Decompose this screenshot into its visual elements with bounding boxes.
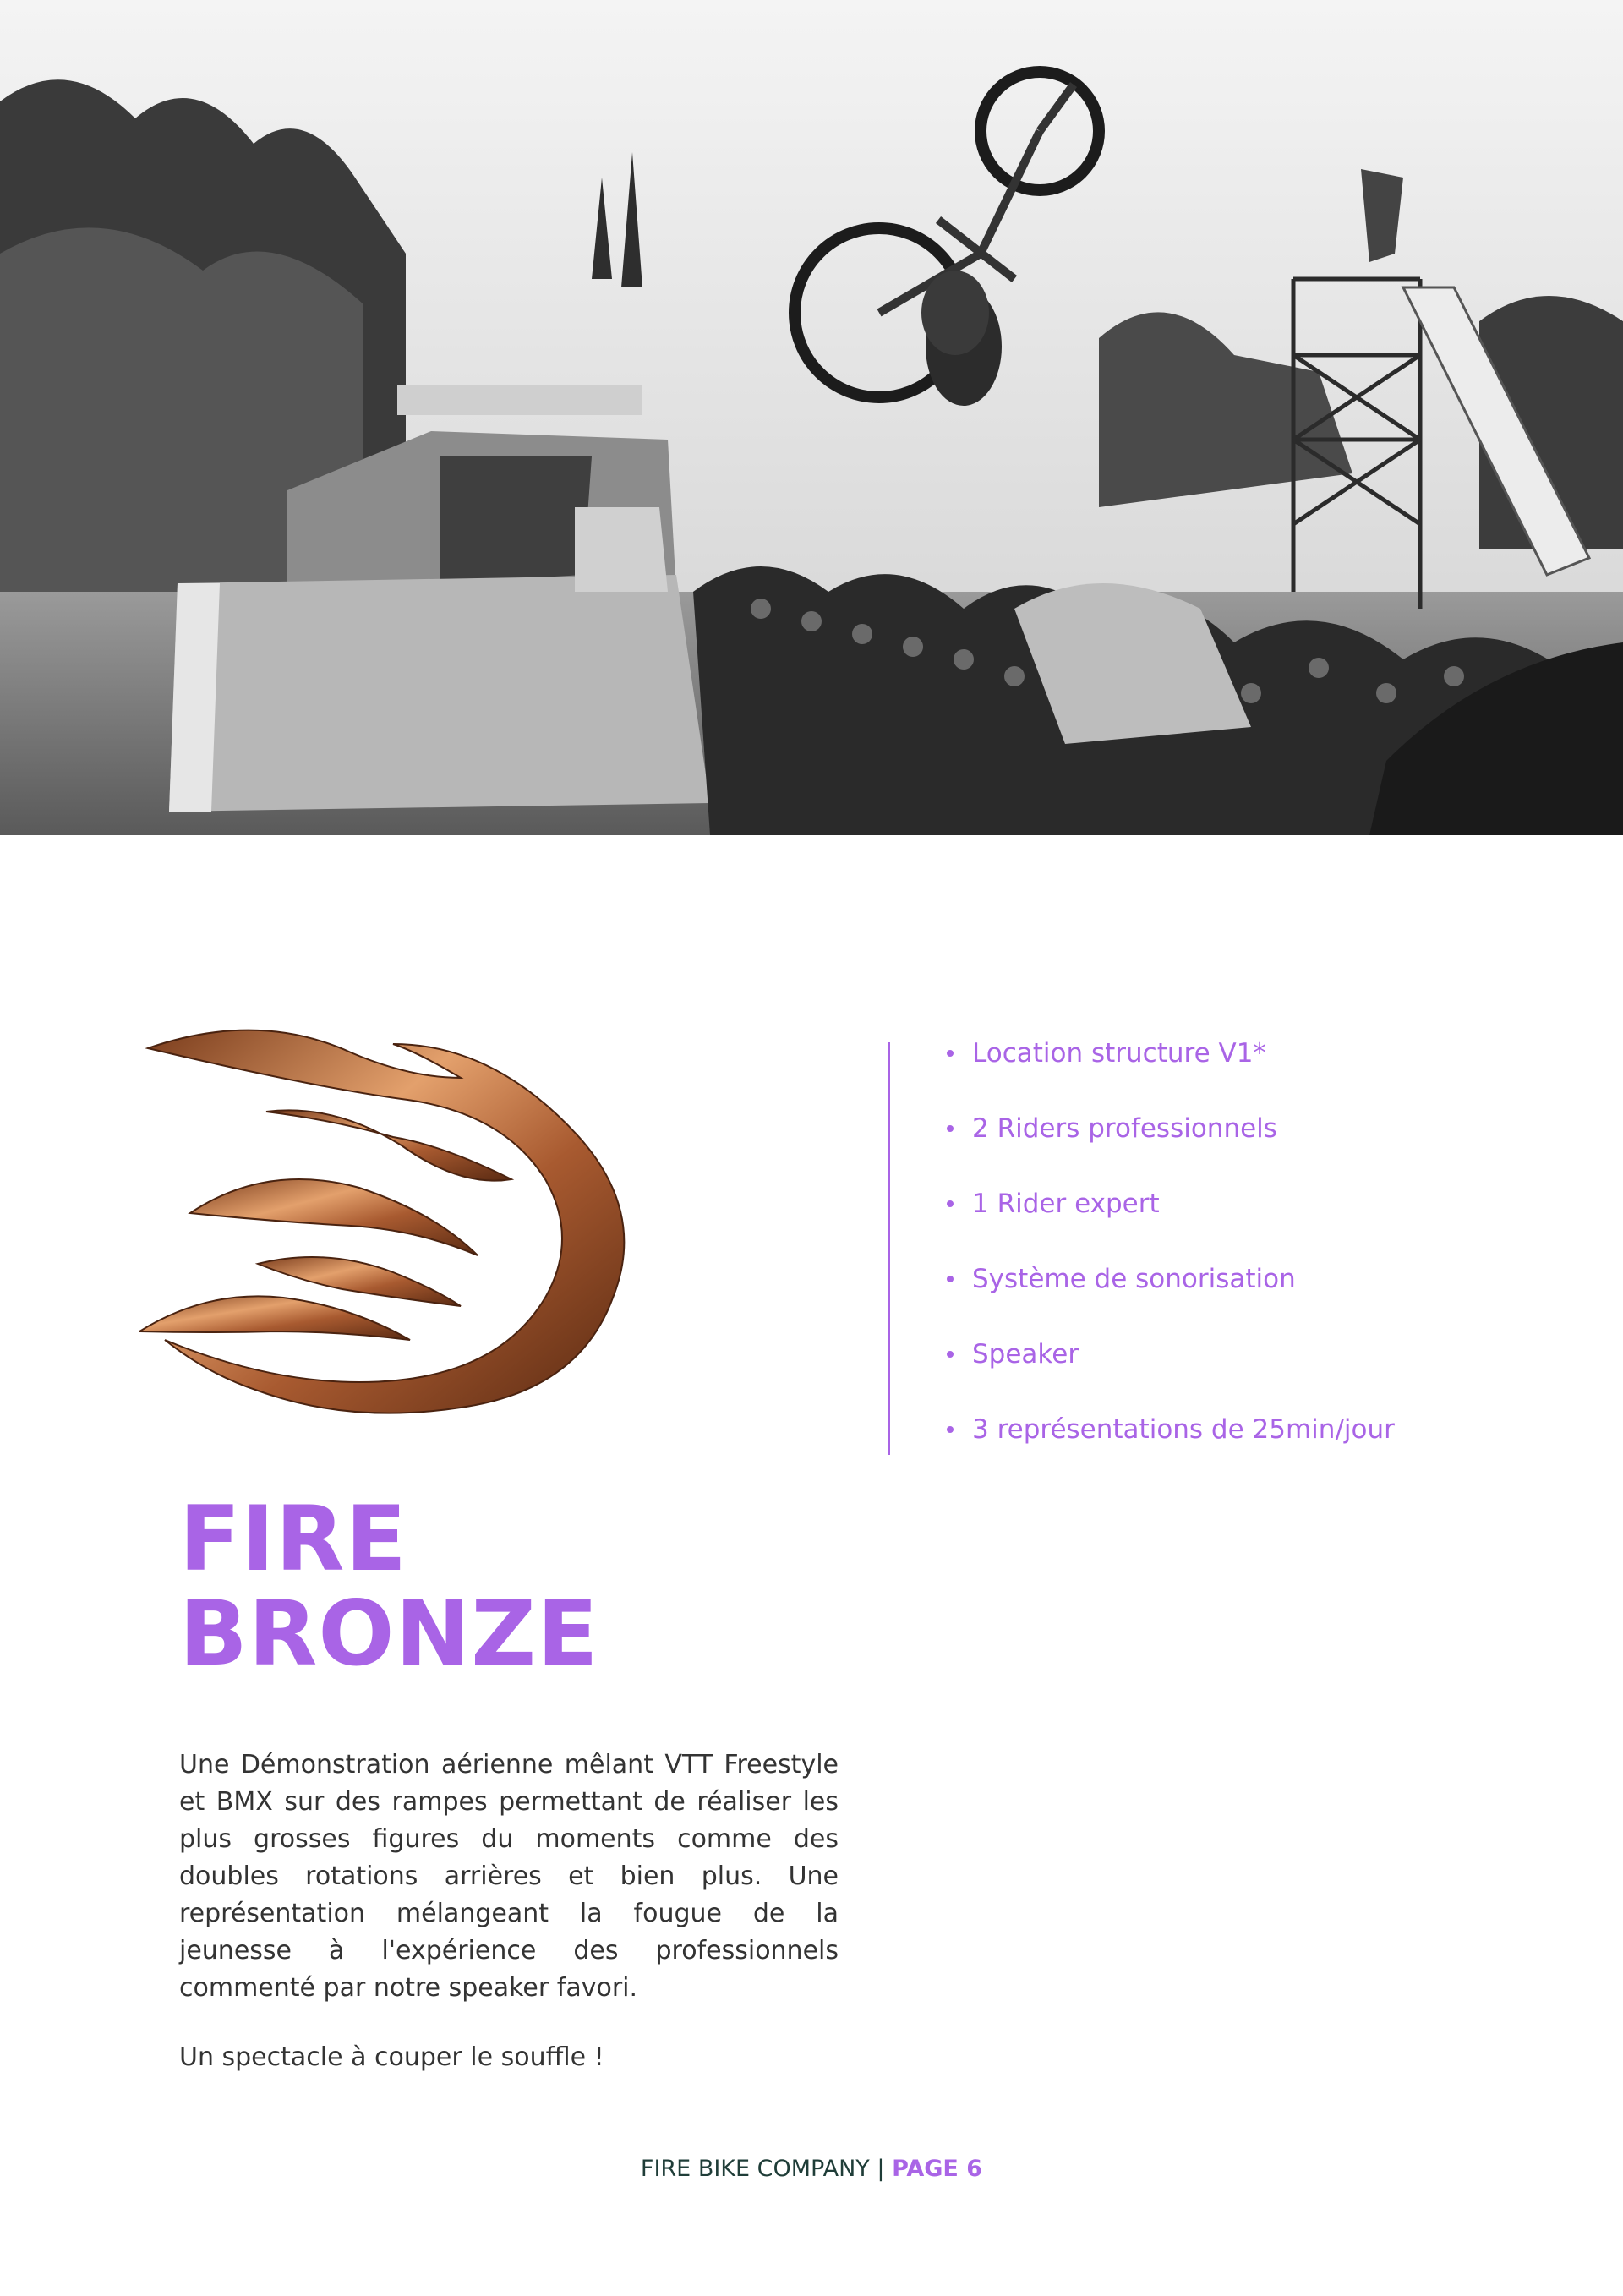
vertical-divider bbox=[888, 1042, 890, 1455]
hero-photo bbox=[0, 0, 1623, 835]
feature-label: 1 Rider expert bbox=[972, 1189, 1160, 1219]
bullet-icon bbox=[947, 1200, 954, 1207]
bullet-icon bbox=[947, 1050, 954, 1057]
feature-item bbox=[947, 1036, 1395, 1111]
footer-company: FIRE BIKE COMPANY bbox=[640, 2156, 870, 2182]
footer-page-number: PAGE 6 bbox=[892, 2156, 983, 2182]
feature-label: 3 représentations de 25min/jour bbox=[972, 1414, 1395, 1445]
feature-label: Système de sonorisation bbox=[972, 1264, 1296, 1294]
feature-item bbox=[947, 1412, 1395, 1487]
feature-label: 2 Riders professionnels bbox=[972, 1113, 1277, 1144]
feature-item bbox=[947, 1261, 1395, 1337]
tagline: Un spectacle à couper le souffle ! bbox=[179, 2042, 604, 2072]
footer-separator: | bbox=[877, 2156, 885, 2182]
title-line-1: FIRE bbox=[179, 1487, 407, 1591]
page-title bbox=[179, 1487, 599, 1686]
bullet-icon bbox=[947, 1351, 954, 1358]
feature-item bbox=[947, 1186, 1395, 1261]
title-line-2: BRONZE bbox=[179, 1582, 599, 1686]
feature-label: Location structure V1* bbox=[972, 1038, 1266, 1069]
bronze-flame-logo bbox=[139, 1019, 799, 1433]
bullet-icon bbox=[947, 1426, 954, 1433]
description-paragraph: Une Démonstration aérienne mêlant VTT Freestyle et BMX sur des rampes permettant de réaliser les plus grosses figures du moments comme des doubles rotations arrières et bien plus. Une représentation mélangeant la fougue de la jeunesse à l'expérience des professionnels commenté par notre speaker favori. bbox=[179, 1750, 839, 2003]
bullet-icon bbox=[947, 1276, 954, 1282]
page-footer bbox=[0, 2154, 1623, 2184]
feature-label: Speaker bbox=[972, 1339, 1079, 1369]
bullet-icon bbox=[947, 1125, 954, 1132]
features-list bbox=[947, 1036, 1395, 1487]
feature-item bbox=[947, 1337, 1395, 1412]
feature-item bbox=[947, 1111, 1395, 1186]
